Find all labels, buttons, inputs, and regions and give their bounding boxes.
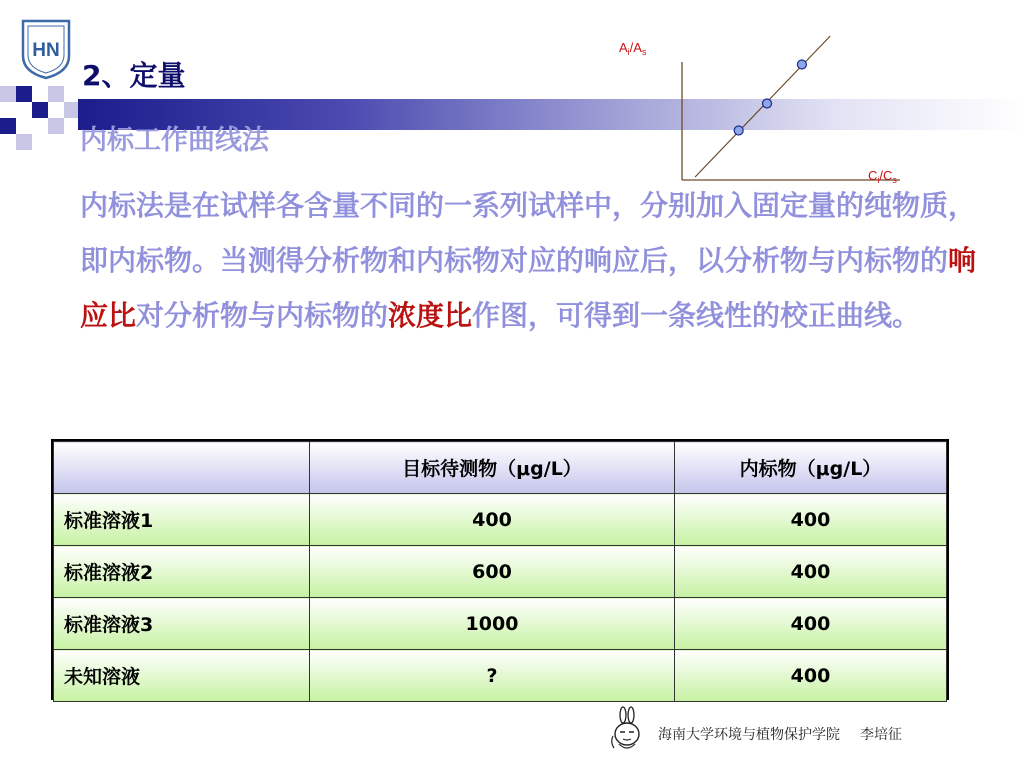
table-cell-label: 标准溶液2 xyxy=(54,546,310,598)
logo-letters: HN xyxy=(32,40,60,61)
table-row xyxy=(54,546,947,598)
table-cell-analyte: 400 xyxy=(310,494,675,546)
highlight-concentration-ratio: 浓度比 xyxy=(388,299,473,332)
table-cell-internal-standard: 400 xyxy=(675,494,947,546)
table-cell-label: 标准溶液3 xyxy=(54,598,310,650)
decorative-squares xyxy=(0,86,80,148)
table-cell-label: 标准溶液1 xyxy=(54,494,310,546)
table-cell-internal-standard: 400 xyxy=(675,546,947,598)
table-cell-internal-standard: 400 xyxy=(675,598,947,650)
table-cell-analyte: ? xyxy=(310,650,675,702)
paragraph-part1: 内标法是在试样各含量不同的一系列试样中，分别加入固定量的纯物质，即内标物。当测得分析物和内标物对应的响应后，以分析物与内标物的 xyxy=(80,189,977,277)
table-cell-analyte: 1000 xyxy=(310,598,675,650)
concentration-table xyxy=(51,439,949,700)
slide-heading: 2、定量 xyxy=(82,59,186,92)
table-row xyxy=(54,598,947,650)
highlight-response-ratio: 响应比 xyxy=(80,244,977,332)
y-axis-label: $A_i/A_s$ xyxy=(619,40,647,57)
rabbit-mascot-icon xyxy=(610,706,644,754)
table-header-internal-standard: 内标物（μg/L） xyxy=(675,442,947,494)
table-header-blank xyxy=(54,442,310,494)
table-cell-analyte: 600 xyxy=(310,546,675,598)
university-logo xyxy=(20,18,72,80)
x-axis-label: $C_i/C_s$ xyxy=(868,168,897,185)
table-cell-label: 未知溶液 xyxy=(54,650,310,702)
footer-author: 李培征 xyxy=(860,727,902,743)
calibration-chart xyxy=(600,30,930,200)
footer-credit xyxy=(658,724,902,744)
paragraph-part2: 对分析物与内标物的 xyxy=(136,299,389,332)
table-cell-internal-standard: 400 xyxy=(675,650,947,702)
paragraph-part3: 作图，可得到一条线性的校正曲线。 xyxy=(472,299,921,332)
table-row xyxy=(54,494,947,546)
data-point-1 xyxy=(734,126,743,135)
body-paragraph xyxy=(80,178,980,343)
table-row xyxy=(54,650,947,702)
calibration-line xyxy=(695,36,830,177)
footer-institution: 海南大学环境与植物保护学院 xyxy=(658,727,840,743)
table-header-analyte: 目标待测物（μg/L） xyxy=(310,442,675,494)
table-header-row xyxy=(54,442,947,494)
data-point-3 xyxy=(797,60,806,69)
data-point-2 xyxy=(763,99,772,108)
section-subheading: 内标工作曲线法 xyxy=(80,125,269,156)
